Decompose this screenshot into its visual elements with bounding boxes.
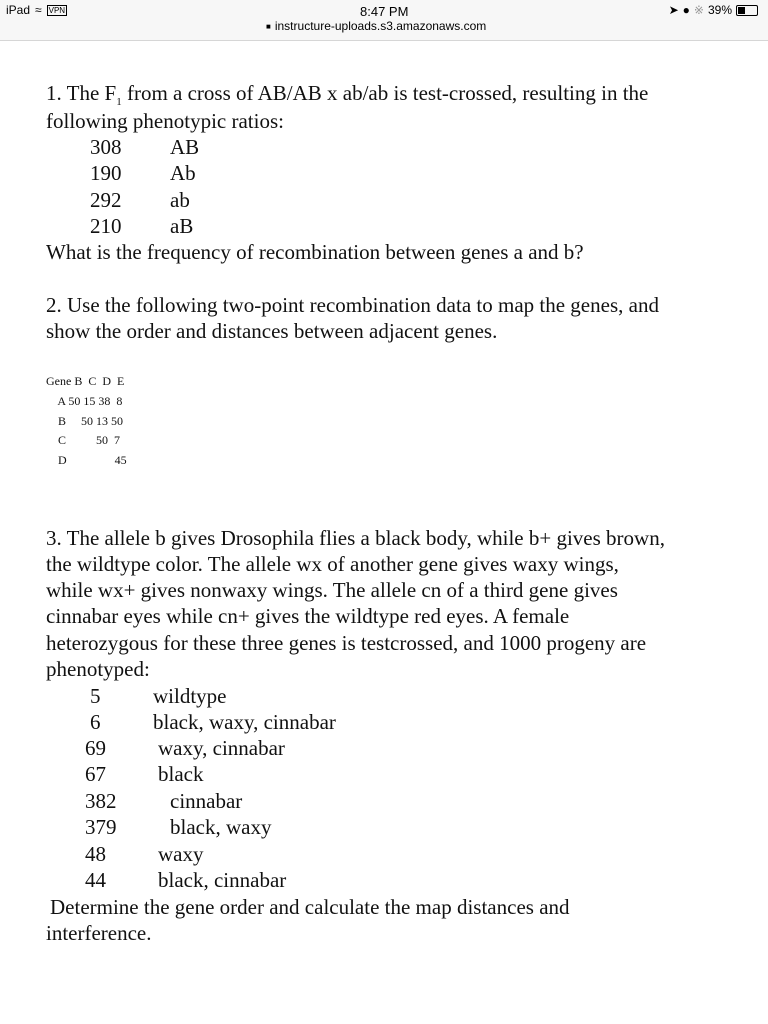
q3-count: 6 bbox=[90, 710, 101, 734]
location-icon: ➤ bbox=[668, 3, 679, 17]
q1-phenotype: AB bbox=[170, 135, 200, 159]
q3-phenotype: black, waxy bbox=[170, 815, 272, 839]
alarm-icon: ● bbox=[682, 3, 690, 17]
q2-table-row: B 50 13 50 bbox=[46, 414, 124, 428]
q3-line: while wx+ gives nonwaxy wings. The allele cn of a third gene gives bbox=[46, 578, 618, 602]
url-group[interactable] bbox=[266, 19, 486, 33]
q1-count: 190 bbox=[90, 161, 122, 185]
q1-phenotype: ab bbox=[170, 188, 190, 212]
battery-percent: 39% bbox=[707, 3, 732, 17]
q1-phenotype: aB bbox=[170, 214, 194, 238]
q3-count: 48 bbox=[85, 842, 106, 866]
q2-table-row: D 45 bbox=[46, 453, 127, 467]
device-label: iPad bbox=[6, 3, 31, 17]
bluetooth-icon: ※ bbox=[693, 3, 704, 17]
q2-line1: 2. Use the following two-point recombination data to map the genes, and bbox=[46, 293, 659, 317]
status-left bbox=[6, 3, 67, 17]
q3-count: 379 bbox=[85, 815, 117, 839]
q3-count: 44 bbox=[85, 868, 106, 892]
q1-count: 210 bbox=[90, 214, 122, 238]
q3-count: 67 bbox=[85, 762, 106, 786]
q3-phenotype: waxy, cinnabar bbox=[158, 736, 285, 760]
q3-line: 3. The allele b gives Drosophila flies a black body, while b+ gives brown, bbox=[46, 526, 665, 550]
q3-phenotype: black, cinnabar bbox=[158, 868, 287, 892]
wifi-icon: ≈ bbox=[35, 3, 42, 17]
url-bar[interactable]: instructure-uploads.s3.amazonaws.com bbox=[274, 19, 487, 33]
q1-question: What is the frequency of recombination between genes a and b? bbox=[46, 240, 584, 264]
q1-count: 308 bbox=[90, 135, 122, 159]
q1-count: 292 bbox=[90, 188, 122, 212]
clock: 8:47 PM bbox=[360, 4, 409, 19]
q3-line: cinnabar eyes while cn+ gives the wildtype red eyes. A female bbox=[46, 604, 570, 628]
vpn-badge: VPN bbox=[48, 5, 66, 15]
q2-table-row: A 50 15 38 8 bbox=[46, 394, 123, 408]
q2-line2: show the order and distances between adjacent genes. bbox=[46, 319, 498, 343]
lock-icon: ■ bbox=[266, 21, 271, 31]
q1-phenotype: Ab bbox=[170, 161, 196, 185]
q3-instruction: interference. bbox=[46, 921, 152, 945]
q3-phenotype: black, waxy, cinnabar bbox=[153, 710, 336, 734]
status-right bbox=[669, 3, 758, 17]
q3-line: heterozygous for these three genes is testcrossed, and 1000 progeny are bbox=[46, 631, 647, 655]
q3-phenotype: waxy bbox=[158, 842, 204, 866]
q3-phenotype: wildtype bbox=[153, 684, 227, 708]
q2-table-row: C 50 7 bbox=[46, 433, 121, 447]
q3-phenotype: cinnabar bbox=[170, 789, 243, 813]
battery-icon bbox=[736, 5, 758, 16]
q3-count: 5 bbox=[90, 684, 101, 708]
q1-line1: 1. The $F_1$ from a cross of AB/AB x ab/ab is test-crossed, resulting in the bbox=[46, 81, 649, 109]
q3-line: phenotyped: bbox=[46, 657, 150, 681]
q1-line2: following phenotypic ratios: bbox=[46, 109, 284, 133]
q3-instruction: Determine the gene order and calculate the map distances and bbox=[50, 895, 570, 919]
q2-table-header: Gene B C D E bbox=[46, 374, 125, 388]
q3-count: 382 bbox=[85, 789, 117, 813]
q3-line: the wildtype color. The allele wx of another gene gives waxy wings, bbox=[46, 552, 619, 576]
q3-count: 69 bbox=[85, 736, 106, 760]
status-bar bbox=[0, 0, 768, 41]
q3-phenotype: black bbox=[158, 762, 204, 786]
